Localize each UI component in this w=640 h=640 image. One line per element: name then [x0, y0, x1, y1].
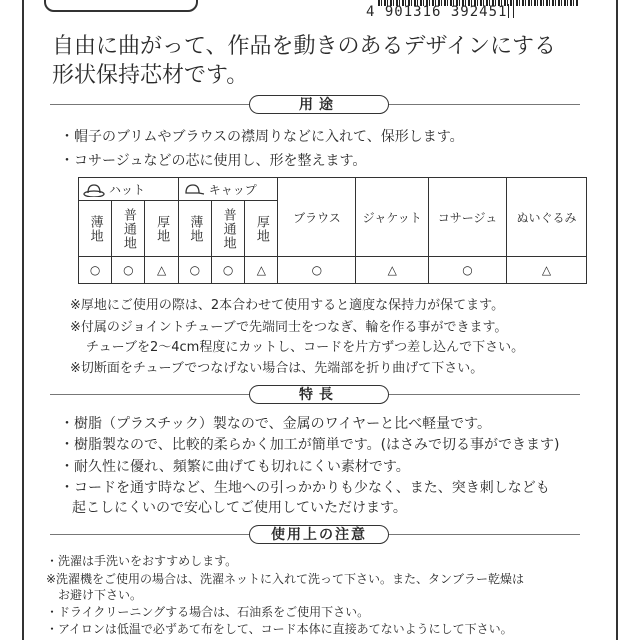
- hat-thick-mark: △: [145, 257, 178, 284]
- cap-thick-label: 厚地: [253, 214, 269, 243]
- caution-line-2: ※洗濯機をご使用の場合は、洗濯ネットに入れて洗って下さい。また、タンブラー乾燥は: [46, 572, 525, 586]
- features-bullet-4: ・コードを通す時など、生地への引っかかりも少なく、また、突き刺しなども: [60, 480, 550, 496]
- uses-section-title: 用途: [249, 95, 389, 114]
- barcode-digits: 4 901316 392451: [366, 4, 508, 20]
- cap-thin-label: 薄地: [187, 214, 203, 243]
- use-table: [78, 177, 587, 284]
- features-bullet-1: ・樹脂（プラスチック）製なので、金属のワイヤーと比べ軽量です。: [60, 416, 492, 432]
- hat-thick-label: 厚地: [154, 214, 170, 243]
- uses-bullet-2: ・コサージュなどの芯に使用し、形を整えます。: [60, 153, 367, 169]
- hat-thin-mark: ○: [79, 257, 112, 284]
- features-section-title: 特長: [249, 385, 389, 404]
- caution-line-4: ・ドライクリーニングする場合は、石油系をご使用下さい。: [46, 605, 370, 619]
- hat-thin-label: 薄地: [87, 214, 103, 243]
- headline-line-2: 形状保持芯材です。: [52, 63, 249, 88]
- features-bullet-3: ・耐久性に優れ、頻繁に曲げても切れにくい素材です。: [60, 459, 410, 475]
- hat-thin-header: [79, 201, 112, 257]
- cap-medium-label: 普通地: [220, 207, 236, 250]
- cap-thick-header: [245, 201, 278, 257]
- cap-medium-mark: ○: [211, 257, 244, 284]
- hat-icon: [83, 183, 105, 197]
- frame-right-border: [616, 0, 618, 640]
- corsage-mark: ○: [429, 257, 507, 284]
- item-header-blouse: ブラウス: [278, 178, 356, 257]
- cap-medium-header: [211, 201, 244, 257]
- item-header-stuffed-toy: ぬいぐるみ: [506, 178, 586, 257]
- hat-medium-header: [112, 201, 145, 257]
- caution-line-3: お避け下さい。: [58, 588, 143, 602]
- hat-group-header: [79, 178, 179, 201]
- uses-bullet-1: ・帽子のブリムやブラウスの襟周りなどに入れて、保形します。: [60, 129, 464, 145]
- hat-thick-header: [145, 201, 178, 257]
- cap-thick-mark: △: [245, 257, 278, 284]
- features-bullet-5: 起こしにくいので安心してご使用していただけます。: [72, 500, 407, 516]
- item-header-jacket: ジャケット: [356, 178, 429, 257]
- cap-label: キャップ: [208, 182, 257, 197]
- item-header-corsage: コサージュ: [429, 178, 507, 257]
- hat-medium-label: 普通地: [120, 207, 136, 250]
- headline: [52, 32, 556, 90]
- headline-line-1: 自由に曲がって、作品を動きのあるデザインにする: [52, 34, 557, 59]
- caution-line-5: ・アイロンは低温で必ずあて布をして、コード本体に直接あてないようにして下さい。: [46, 622, 513, 636]
- blouse-mark: ○: [278, 257, 356, 284]
- frame-left-border: [22, 0, 24, 640]
- note-1: ※厚地にご使用の際は、2本合わせて使用すると適度な保持力が保てます。: [70, 298, 505, 313]
- cap-thin-mark: ○: [178, 257, 211, 284]
- note-2: ※付属のジョイントチューブで先端同士をつなぎ、輪を作る事ができます。: [70, 320, 508, 335]
- hat-label: ハット: [109, 182, 146, 197]
- barcode-guard: [508, 4, 514, 18]
- jacket-mark: △: [356, 257, 429, 284]
- cap-icon: [183, 183, 205, 197]
- cap-group-header: [178, 178, 278, 201]
- features-bullet-2: ・樹脂製なので、比較的柔らかく加工が簡単です。(はさみで切る事ができます): [60, 437, 560, 453]
- caution-section-title: 使用上の注意: [249, 525, 389, 544]
- caution-line-1: ・洗濯は手洗いをおすすめします。: [46, 554, 238, 568]
- cap-thin-header: [178, 201, 211, 257]
- note-4: ※切断面をチューブでつなげない場合は、先端部を折り曲げて下さい。: [70, 361, 484, 376]
- note-3: チューブを2～4cm程度にカットし、コードを片方ずつ差し込んで下さい。: [86, 340, 525, 355]
- hat-medium-mark: ○: [112, 257, 145, 284]
- stuffed-toy-mark: △: [506, 257, 586, 284]
- top-label-box: [44, 0, 198, 12]
- barcode-number: [366, 4, 515, 20]
